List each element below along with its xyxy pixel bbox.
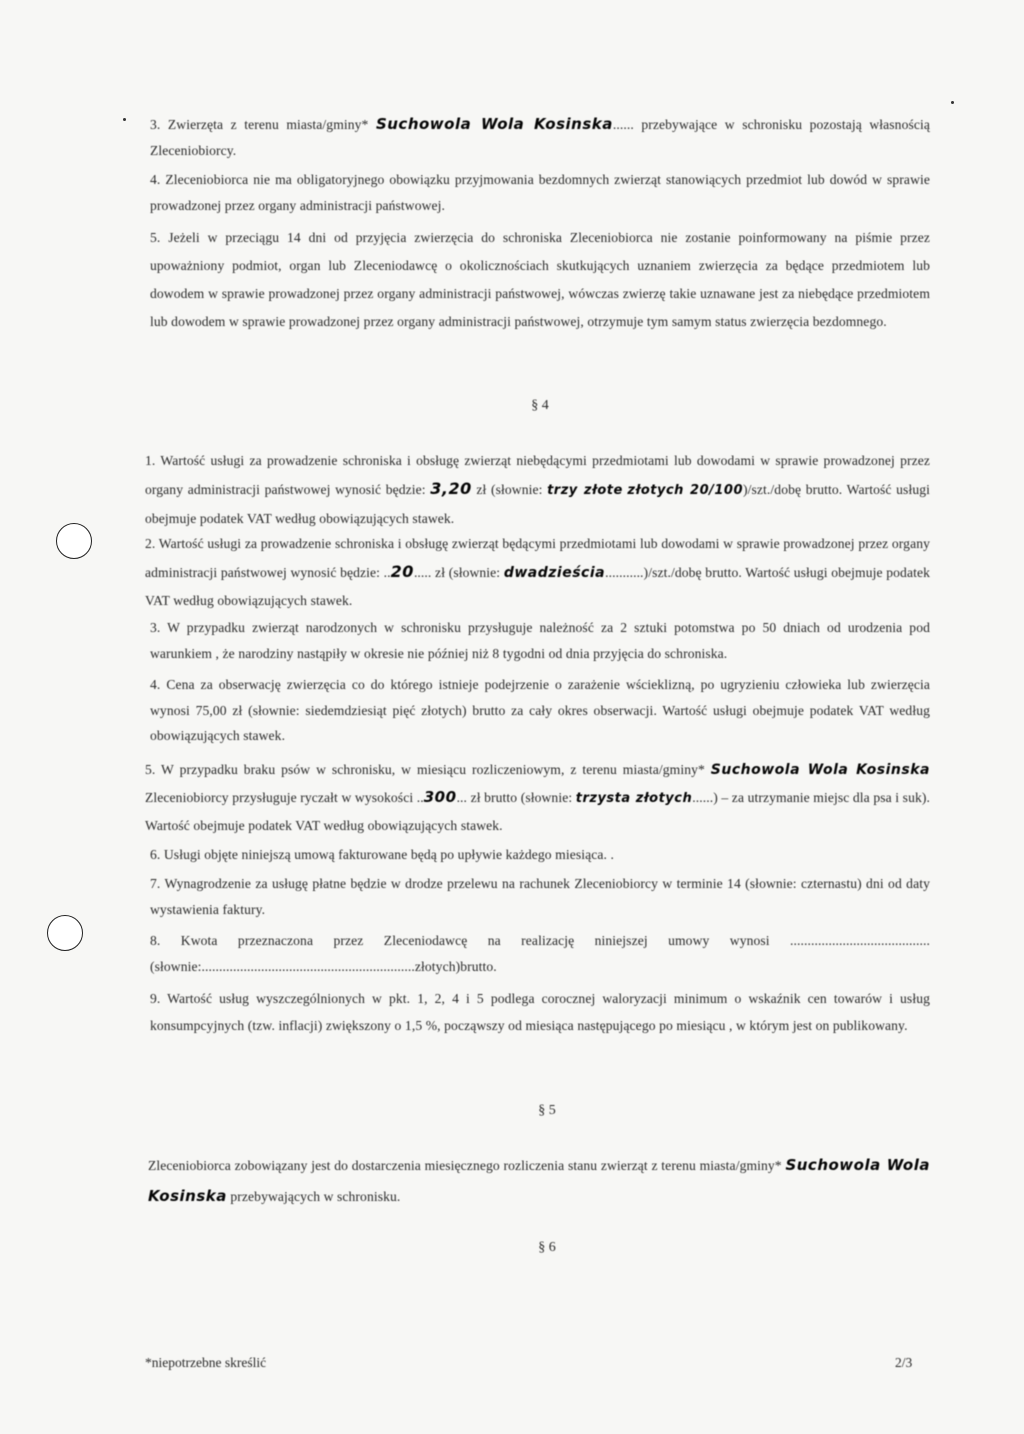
- punch-hole-bottom: [47, 915, 83, 951]
- handwritten-lump-sum-words: trzysta złotych: [575, 791, 693, 806]
- paragraph-5: [150, 224, 930, 336]
- section-4-item-9: 9. Wartość usług wyszczególnionych w pkt. 1, 2, 4 i 5 podlega corocznej waloryzacji minimum o wskaźnik cen towarów i usług konsumpcyjnych (tzw. inflacji) zwiększony o 1,5 %, począwszy od miesiąca następującego po miesiącu , w którym jest on publikowany.: [150, 991, 930, 1033]
- section-4-item-7: 7. Wynagrodzenie za usługę płatne będzie w drodze przelewu na rachunek Zleceniobiorcy w terminie 14 (słownie: czternastu) dni od daty wystawienia faktury.: [150, 876, 930, 917]
- section-4-item-2: 2. Wartość usługi za prowadzenie schroniska i obsługę zwierząt będącymi przedmiotami lub dowodami w sprawie prowadzonej przez organy administracji państwowej wynosić będzie: ..20..... zł (słownie: dwadzieścia...........)/szt./dobę brutto. Wartość usługi obejmuje podatek VAT według obowiązujących stawek.: [145, 536, 930, 608]
- section-4-item-6: 6. Usługi objęte niniejszą umową fakturowane będą po upływie każdego miesiąca. .: [150, 847, 615, 862]
- paragraph-3-rest: ...... przebywające w schronisku pozostają własnością Zleceniobiorcy.: [150, 117, 930, 158]
- page-number: 2/3: [895, 1355, 913, 1370]
- section-4-item-5: 5. W przypadku braku psów w schronisku, w miesiącu rozliczeniowym, z terenu miasta/gminy* Suchowola Wola Kosinska Zleceniobiorcy przysługuje ryczałt w wysokości ..300... zł brutto (słownie: trzysta złotych......) – za utrzymanie miejsc dla psa i suk). Wartość obejmuje podatek VAT według obowiązujących stawek.: [145, 762, 930, 833]
- handwritten-price-2: 20: [390, 562, 414, 581]
- paragraph-5-text: 5. Jeżeli w przeciągu 14 dni od przyjęcia zwierzęcia do schroniska Zleceniobiorca nie zostanie poinformowany na piśmie przez upoważniony podmiot, organ lub Zleceniodawcę o okolicznościach skutkujących uznaniem zwierzęcia za będące przedmiotem lub dowodem w sprawie prowadzonej przez organy administracji państwowej, wówczas zwierzę takie uznawane jest za niebędące przedmiotem lub dowodem w sprawie prowadzonej przez organy administracji państwowej, otrzymuje tym samym status zwierzęcia bezdomnego.: [150, 230, 930, 329]
- handwritten-amount-words-1b: złotych 20/100: [627, 483, 744, 498]
- section-4-item-3: 3. W przypadku zwierząt narodzonych w schronisku przysługuje należność za 2 sztuki potomstwa po 50 dniach od urodzenia pod warunkiem , że narodziny nastąpiły w okresie nie później niż 8 tygodni od dnia przyjęcia do schroniska.: [150, 620, 930, 661]
- paragraph-4: [150, 167, 930, 218]
- handwritten-municipality-3: Suchowola Wola Kosinska: [148, 1156, 930, 1205]
- paragraph-3: [150, 112, 930, 163]
- handwritten-lump-sum: 300: [423, 788, 457, 806]
- footnote: *niepotrzebne skreślić: [145, 1355, 267, 1370]
- section-5-heading: § 5: [538, 1103, 556, 1118]
- punch-hole-top: [56, 523, 92, 559]
- handwritten-price-1: 3,20: [430, 479, 472, 498]
- section-4-item-4: 4. Cena za obserwację zwierzęcia co do którego istnieje podejrzenie o zarażenie wścieklizną, po ugryzieniu człowieka lub zwierzęcia wynosi 75,00 zł (słownie: siedemdziesiąt pięć złotych) brutto za cały okres obserwacji. Wartość usługi obejmuje podatek VAT według obowiązujących stawek.: [150, 677, 930, 743]
- section-4-item-1: 1. Wartość usługi za prowadzenie schroniska i obsługę zwierząt niebędącymi przedmiotami lub dowodami w sprawie prowadzonej przez organy administracji państwowej wynosić będzie: 3,20 zł (słownie: trzy złote złotych 20/100)/szt./dobę brutto. Wartość usługi obejmuje podatek VAT według obowiązujących stawek.: [145, 453, 930, 526]
- handwritten-amount-words-1: trzy złote: [547, 483, 623, 498]
- paragraph-3-text: 3. Zwierzęta z terenu miasta/gminy*: [150, 117, 376, 132]
- scan-speck: [951, 101, 954, 104]
- section-4-heading: § 4: [531, 398, 549, 413]
- scan-speck: [123, 118, 126, 121]
- paragraph-4-text: 4. Zleceniobiorca nie ma obligatoryjnego obowiązku przyjmowania bezdomnych zwierząt stanowiących przedmiot lub dowód w sprawie prowadzonej przez organy administracji państwowej.: [150, 172, 930, 213]
- section-5-text: Zleceniobiorca zobowiązany jest do dostarczenia miesięcznego rozliczenia stanu zwierząt z terenu miasta/gminy* Suchowola Wola Kosinska przebywających w schronisku.: [148, 1156, 930, 1205]
- section-4-item-8: 8. Kwota przeznaczona przez Zleceniodawcę na realizację niniejszej umowy wynosi ........................................ (słownie:.............................................................złotych)brutto.: [150, 933, 930, 974]
- handwritten-municipality: Suchowola Wola Kosinska: [375, 115, 613, 133]
- handwritten-municipality-2: Suchowola Wola Kosinska: [710, 762, 930, 778]
- section-6-heading: § 6: [538, 1240, 556, 1255]
- handwritten-amount-words-2: dwadzieścia: [503, 565, 606, 581]
